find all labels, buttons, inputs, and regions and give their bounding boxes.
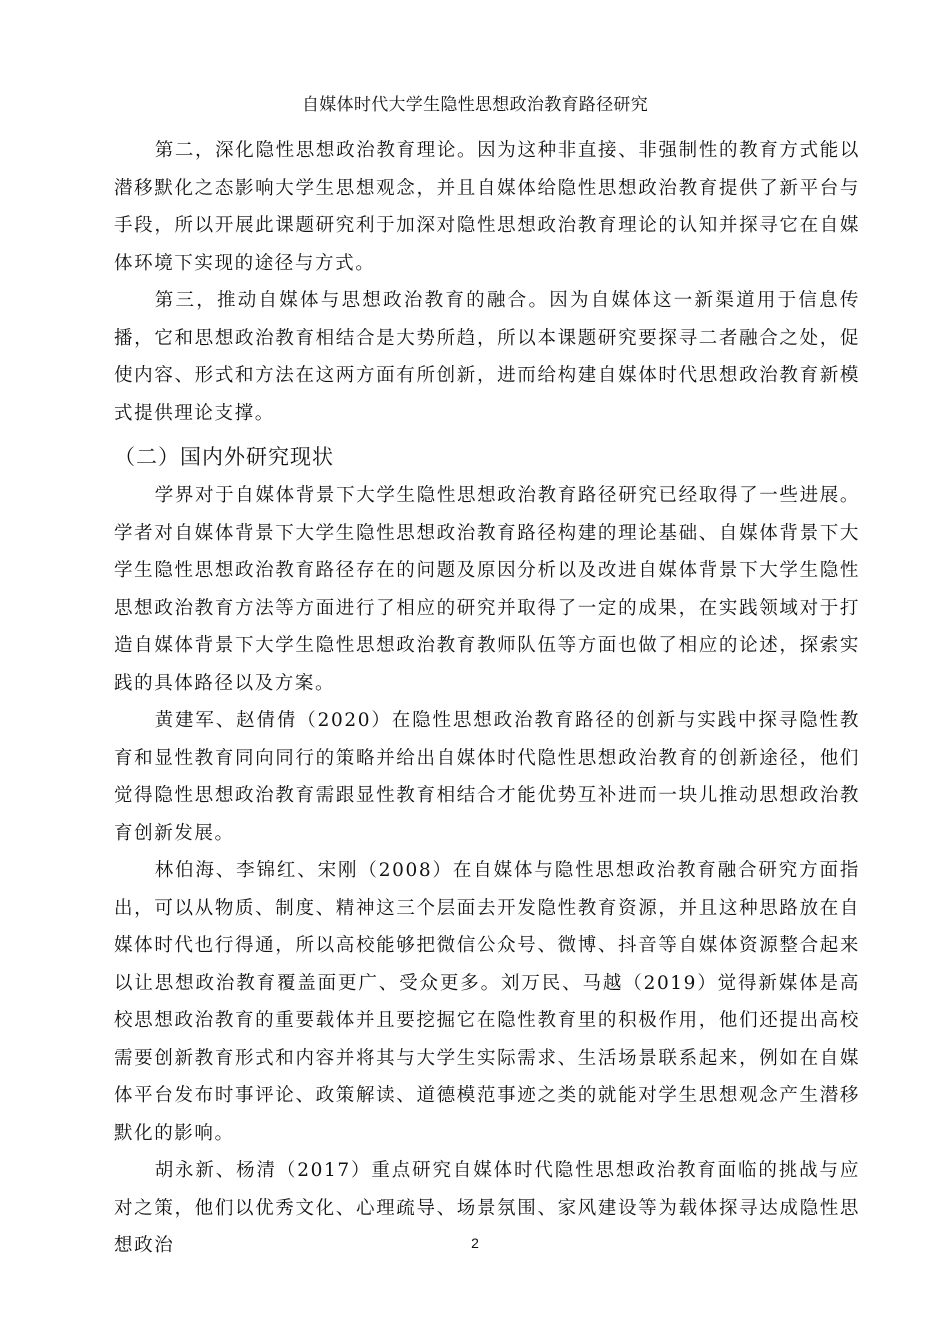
paragraph-hu-yang: 胡永新、杨清（2017）重点研究自媒体时代隐性思想政治教育面临的挑战与应对之策，他们以优秀文化、心理疏导、场景氛围、家风建设等为载体探寻达成隐性思想政治 — [114, 1160, 860, 1256]
paragraph-second-point: 第二，深化隐性思想政治教育理论。因为这种非直接、非强制性的教育方式能以潜移默化之态影响大学生思想观念，并且自媒体给隐性思想政治教育提供了新平台与手段，所以开展此课题研究利于加深对隐性思想政治教育理论的认知并探寻它在自媒体环境下实现的途径与方式。 — [114, 140, 860, 274]
intro-text-block — [114, 132, 860, 432]
section-text-block — [114, 477, 860, 1265]
paragraph-huang-zhao: 黄建军、赵倩倩（2020）在隐性思想政治教育路径的创新与实践中探寻隐性教育和显性教育同向同行的策略并给出自媒体时代隐性思想政治教育的创新途径，他们觉得隐性思想政治教育需跟显性教育相结合才能优势互补进而一块儿推动思想政治教育创新发展。 — [114, 710, 860, 844]
running-header-title: 自媒体时代大学生隐性思想政治教育路径研究 — [302, 95, 648, 115]
paragraph-third-point: 第三，推动自媒体与思想政治教育的融合。因为自媒体这一新渠道用于信息传播，它和思想政治教育相结合是大势所趋，所以本课题研究要探寻二者融合之处，促使内容、形式和方法在这两方面有所创新，进而给构建自媒体时代思想政治教育新模式提供理论支撑。 — [114, 290, 860, 424]
paragraph-lin-li-song: 林伯海、李锦红、宋刚（2008）在自媒体与隐性思想政治教育融合研究方面指出，可以从物质、制度、精神这三个层面去开发隐性教育资源，并且这种思路放在自媒体时代也行得通，所以高校能够把微信公众号、微博、抖音等自媒体资源整合起来以让思想政治教育覆盖面更广、受众更多。刘万民、马越（2019）觉得新媒体是高校思想政治教育的重要载体并且要挖掘它在隐性教育里的积极作用，他们还提出高校需要创新教育形式和内容并将其与大学生实际需求、生活场景联系起来，例如在自媒体平台发布时事评论、政策解读、道德模范事迹之类的就能对学生思想观念产生潜移默化的影响。 — [114, 860, 860, 1144]
section-heading: （二）国内外研究现状 — [114, 445, 334, 469]
page-number: 2 — [471, 1235, 479, 1251]
paragraph-research-overview: 学界对于自媒体背景下大学生隐性思想政治教育路径研究已经取得了一些进展。学者对自媒体背景下大学生隐性思想政治教育路径构建的理论基础、自媒体背景下大学生隐性思想政治教育路径存在的问题及原因分析以及改进自媒体背景下大学生隐性思想政治教育方法等方面进行了相应的研究并取得了一定的成果，在实践领域对于打造自媒体背景下大学生隐性思想政治教育教师队伍等方面也做了相应的论述，探索实践的具体路径以及方案。 — [114, 485, 860, 694]
